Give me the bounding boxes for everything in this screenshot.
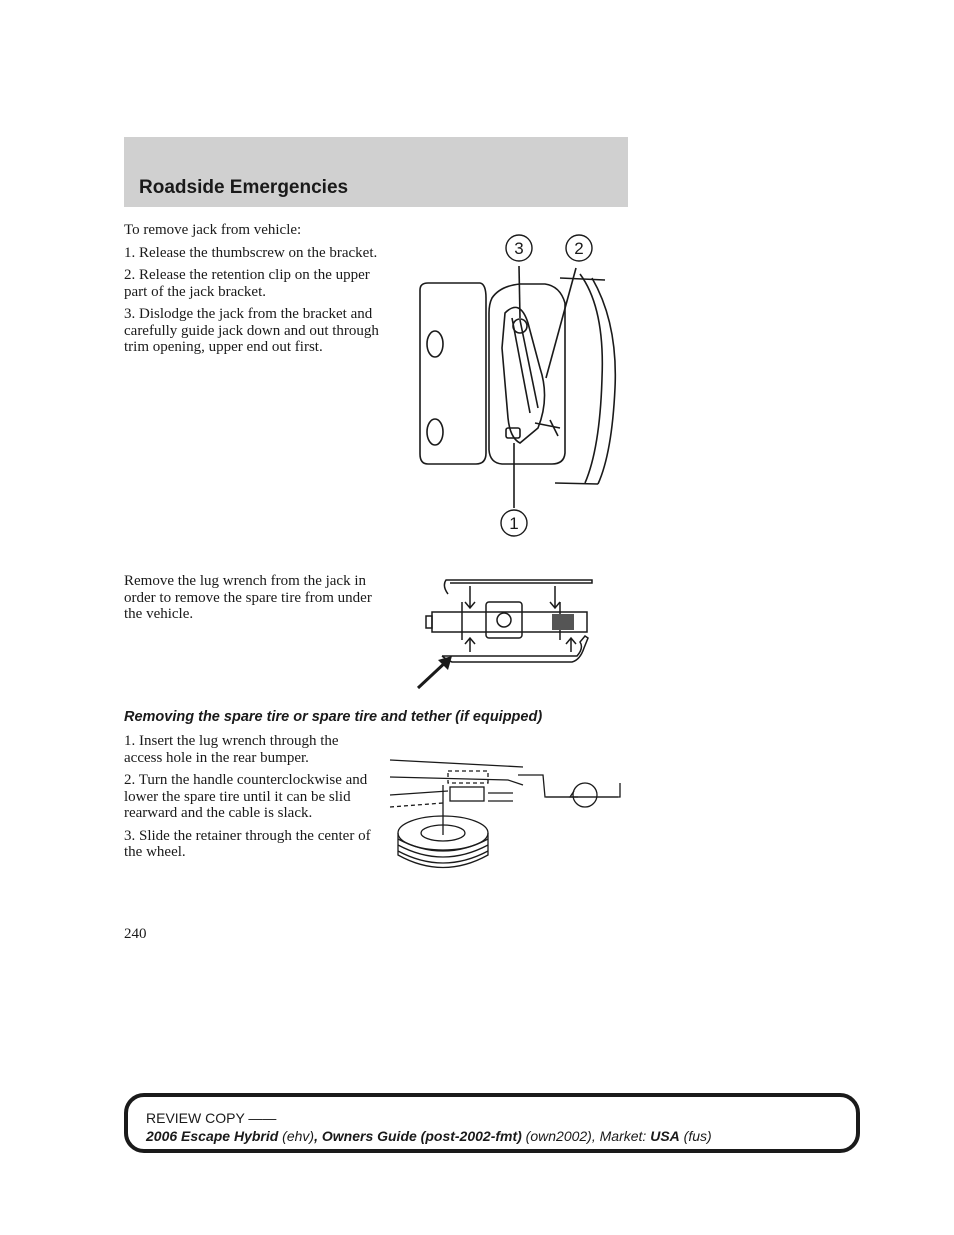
section-title: Roadside Emergencies	[139, 177, 349, 198]
jack-gear-block	[552, 614, 574, 630]
review-copy-footer	[124, 1093, 860, 1153]
spare-tire-illustration	[388, 755, 633, 875]
jack-and-lug-wrench-illustration	[412, 572, 597, 692]
paragraph: To remove jack from vehicle:	[124, 222, 302, 238]
callout-3-label: 3	[514, 239, 524, 258]
callout-1-label: 1	[509, 514, 519, 533]
publication-info	[146, 1127, 856, 1145]
spare-tire-removal-instructions	[124, 733, 379, 867]
subsection-heading: Removing the spare tire or spare tire and tether (if equipped)	[124, 709, 543, 725]
paragraph: 3. Slide the retainer through the center of the wheel.	[124, 827, 371, 860]
paragraph: 2. Release the retention clip on the upper part of the jack bracket.	[124, 267, 370, 300]
paragraph: 1. Insert the lug wrench through the access hole in the rear bumper.	[124, 733, 339, 766]
paragraph: 1. Release the thumbscrew on the bracket.	[124, 244, 378, 261]
guide-name: , Owners Guide (post-2002-fmt)	[314, 1128, 522, 1144]
market-name: USA	[650, 1128, 680, 1144]
paragraph: 3. Dislodge the jack from the bracket and carefully guide jack down and out through trim opening, upper end out first.	[124, 306, 379, 355]
paragraph: 2. Turn the handle counterclockwise and lower the spare tire until it can be slid rearward and the cable is slack.	[124, 772, 368, 821]
guide-code: (own2002)	[521, 1128, 592, 1144]
model-code: (ehv)	[278, 1128, 315, 1144]
market-label: , Market:	[591, 1128, 651, 1144]
paragraph: Remove the lug wrench from the jack in order to remove the spare tire from under the vehicle.	[124, 573, 372, 622]
review-copy-label: REVIEW COPY ——	[146, 1110, 277, 1126]
jack-removal-instructions	[124, 222, 379, 362]
lug-wrench-instructions	[124, 573, 379, 629]
callout-2-label: 2	[574, 239, 584, 258]
section-header-band	[124, 137, 628, 207]
model-name: 2006 Escape Hybrid	[146, 1128, 279, 1144]
page-number: 240	[124, 926, 147, 942]
market-code: (fus)	[679, 1128, 712, 1144]
jack-bracket-illustration	[410, 228, 635, 543]
